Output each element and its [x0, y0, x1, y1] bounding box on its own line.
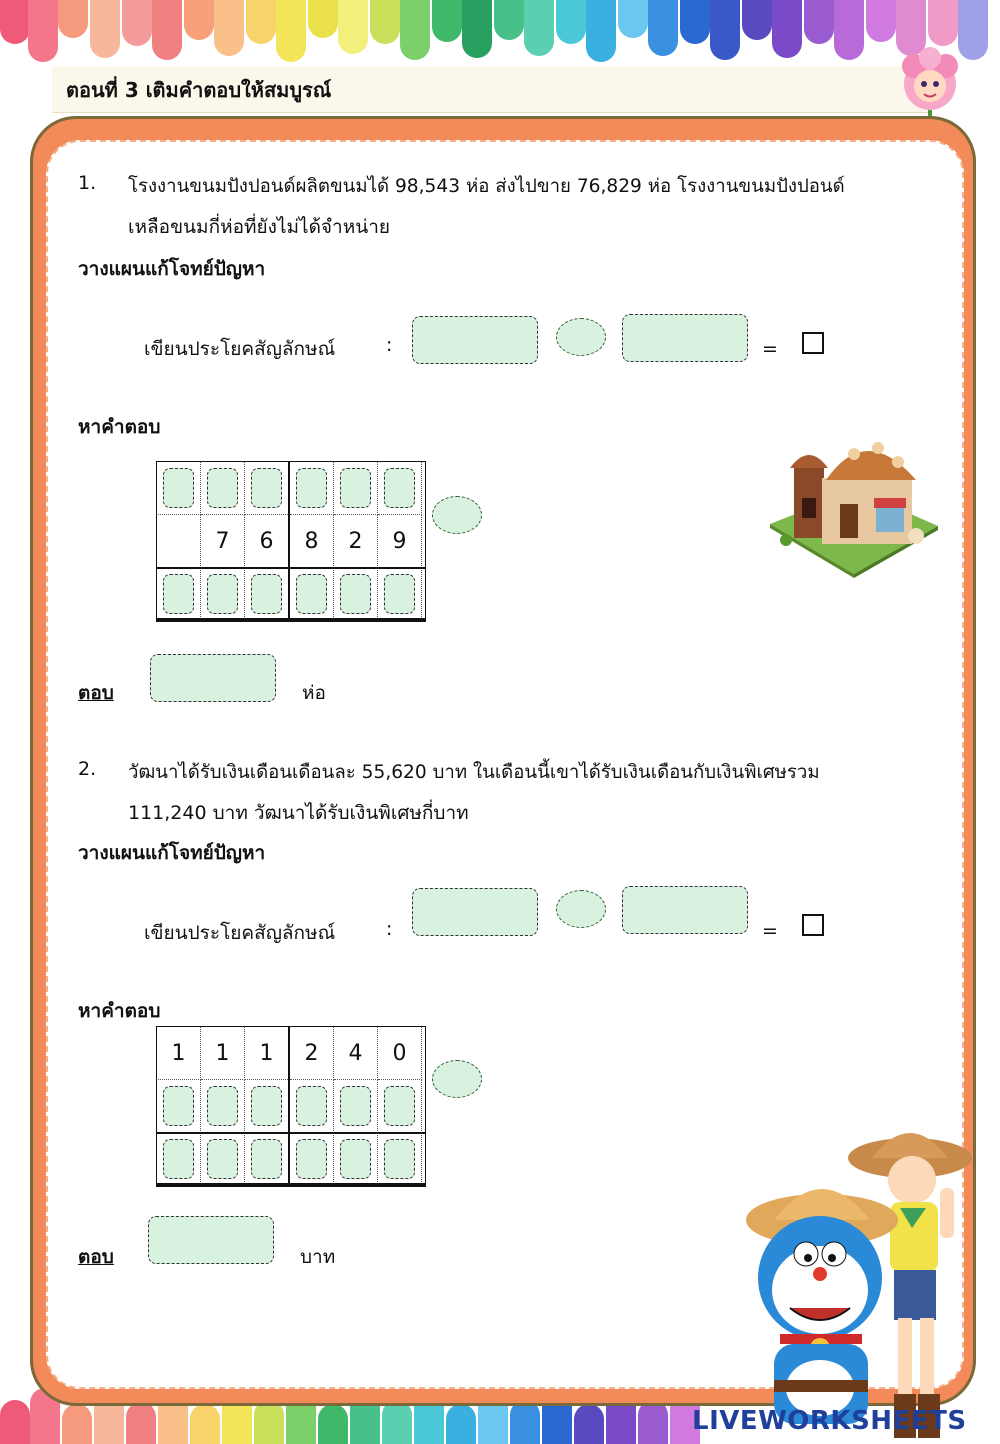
grid-cell[interactable] [289, 462, 334, 515]
problem-1-number: 1. [78, 172, 97, 194]
grid-cell[interactable] [378, 462, 422, 515]
grid-cell[interactable] [289, 1080, 334, 1133]
problem-2-operator-oval[interactable] [556, 890, 606, 928]
grid-cell[interactable] [157, 1080, 201, 1133]
grid-cell[interactable] [157, 462, 201, 515]
equals-sign: = [762, 338, 778, 360]
colon: : [386, 334, 393, 356]
grid-double-underline [156, 618, 426, 622]
grid-cell[interactable] [289, 1133, 334, 1186]
doraemon-cowboy-illustration [740, 1118, 990, 1444]
problem-1-plan-heading: วางแผนแก้โจทย์ปัญหา [78, 258, 266, 280]
problem-1-answer-box[interactable] [150, 654, 276, 702]
problem-1-answer-unit: ห่อ [302, 682, 326, 704]
problem-2-answer-label: ตอบ [78, 1246, 114, 1268]
problem-2-answer-unit: บาท [300, 1246, 336, 1268]
problem-2-text-line-2: 111,240 บาท วัฒนาได้รับเงินพิเศษกี่บาท [128, 802, 469, 824]
grid-sum-line [156, 1132, 426, 1134]
grid-cell[interactable] [334, 462, 378, 515]
grid-cell[interactable] [201, 568, 245, 621]
problem-1-sentence-operand-1-box[interactable] [412, 316, 538, 364]
grid-digit: 0 [378, 1027, 422, 1080]
problem-1-answer-label: ตอบ [78, 682, 114, 704]
grid-digit: 2 [289, 1027, 334, 1080]
problem-2-sentence-operand-2-box[interactable] [622, 886, 748, 934]
grid-cell[interactable] [157, 568, 201, 621]
grid-digit: 9 [378, 515, 422, 568]
problem-1-calculation-grid [156, 461, 422, 621]
bakery-house-illustration [766, 428, 942, 578]
problem-2-plan-heading: วางแผนแก้โจทย์ปัญหา [78, 842, 266, 864]
problem-1-operator-oval[interactable] [556, 318, 606, 356]
equals-sign: = [762, 920, 778, 942]
grid-digit [157, 515, 201, 568]
grid-digit: 1 [157, 1027, 201, 1080]
problem-1-find-heading: หาคำตอบ [78, 416, 161, 438]
problem-1-sentence-operand-2-box[interactable] [622, 314, 748, 362]
grid-cell[interactable] [245, 462, 290, 515]
grid-cell[interactable] [378, 1133, 422, 1186]
problem-2-sentence-operand-1-box[interactable] [412, 888, 538, 936]
grid-sum-line [156, 567, 426, 569]
grid-digit: 4 [334, 1027, 378, 1080]
grid-cell[interactable] [245, 568, 290, 621]
problem-2-sentence-label: เขียนประโยคสัญลักษณ์ [144, 922, 336, 944]
grid-cell[interactable] [334, 1080, 378, 1133]
problem-2-result-square[interactable] [802, 914, 824, 936]
grid-cell[interactable] [245, 1133, 290, 1186]
grid-cell[interactable] [378, 568, 422, 621]
problem-1-sentence-label: เขียนประโยคสัญลักษณ์ [144, 338, 336, 360]
section-title: ตอนที่ 3 เติมคำตอบให้สมบูรณ์ [66, 78, 332, 102]
grid-cell[interactable] [378, 1080, 422, 1133]
grid-cell[interactable] [334, 568, 378, 621]
grid-digit: 6 [245, 515, 290, 568]
grid-digit: 2 [334, 515, 378, 568]
grid-cell[interactable] [289, 568, 334, 621]
grid-double-underline [156, 1183, 426, 1187]
liveworksheets-watermark: LIVEWORKSHEETS [692, 1406, 967, 1436]
grid-cell[interactable] [334, 1133, 378, 1186]
problem-1-text-line-2: เหลือขนมกี่ห่อที่ยังไม่ได้จำหน่าย [128, 216, 391, 238]
grid-cell[interactable] [201, 462, 245, 515]
grid-digit: 1 [201, 1027, 245, 1080]
problem-2-find-heading: หาคำตอบ [78, 1000, 161, 1022]
problem-2-text-line-1: วัฒนาได้รับเงินเดือนเดือนละ 55,620 บาท ในเดือนนี้เขาได้รับเงินเดือนกับเงินพิเศษรวม [128, 762, 820, 783]
problem-2-calculation-grid [156, 1026, 422, 1186]
problem-1-text-line-1: โรงงานขนมปังปอนด์ผลิตขนมได้ 98,543 ห่อ ส่งไปขาย 76,829 ห่อ โรงงานขนมปังปอนด์ [128, 176, 845, 197]
problem-1-result-square[interactable] [802, 332, 824, 354]
grid-cell[interactable] [157, 1133, 201, 1186]
grid-digit: 8 [289, 515, 334, 568]
problem-2-grid-operator-oval[interactable] [432, 1060, 482, 1098]
colon: : [386, 918, 393, 940]
top-paint-drips [0, 0, 1000, 70]
grid-digit: 1 [245, 1027, 290, 1080]
problem-1-grid-operator-oval[interactable] [432, 496, 482, 534]
grid-cell[interactable] [201, 1080, 245, 1133]
grid-cell[interactable] [201, 1133, 245, 1186]
problem-2-answer-box[interactable] [148, 1216, 274, 1264]
problem-2-number: 2. [78, 758, 97, 780]
grid-digit: 7 [201, 515, 245, 568]
grid-cell[interactable] [245, 1080, 290, 1133]
